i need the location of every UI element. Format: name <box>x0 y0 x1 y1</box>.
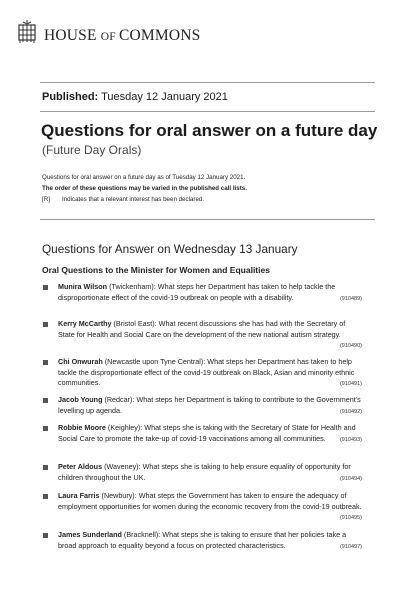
question-text: What steps her Department is taking to contribute to the Government's levelling up agenda. <box>58 395 361 415</box>
question-constituency: (Bracknell): <box>123 530 161 539</box>
question-constituency: (Waveney): <box>104 462 141 471</box>
page-title: Questions for oral answer on a future day <box>41 121 378 140</box>
question-member-name: Jacob Young <box>58 395 103 404</box>
header-divider <box>40 82 375 83</box>
group-title: Oral Questions to the Minister for Women and Equalities <box>42 265 270 275</box>
question-item <box>42 423 362 445</box>
published-date: Tuesday 12 January 2021 <box>101 91 228 103</box>
question-member-name: Kerry McCarthy <box>58 319 112 328</box>
question-ref: (910489) <box>339 295 362 302</box>
question-member-name: Robbie Moore <box>58 423 106 432</box>
notes-line-2: The order of these questions may be varied in the published call lists. <box>42 185 247 192</box>
bullet-icon <box>43 465 48 470</box>
notes-divider <box>40 219 375 220</box>
portcullis-logo-icon <box>17 20 37 44</box>
question-ref: (910494) <box>339 475 362 482</box>
question-constituency: (Newcastle upon Tyne Central): <box>104 357 206 366</box>
question-item <box>42 462 362 484</box>
notes-block <box>42 172 247 205</box>
bullet-icon <box>43 494 48 499</box>
question-constituency: (Bristol East): <box>113 319 157 328</box>
bullet-icon <box>43 426 48 431</box>
question-ref: (910495) <box>339 515 362 521</box>
notes-line-1: Questions for oral answer on a future day as of Tuesday 12 January 2021. <box>42 174 246 181</box>
question-text: What steps she is taking to ensure that her policies take a broad approach to equality beyond a focus on protected characteristics. <box>58 530 347 550</box>
section-title: Questions for Answer on Wednesday 13 January <box>42 242 298 256</box>
house-title <box>44 27 200 45</box>
question-ref: (910493) <box>339 436 362 443</box>
question-text: What recent discussions she has had with the Secretary of State for Health and Social Care on the development of the new national autism strategy. <box>58 319 346 339</box>
question-text: What steps she is taking to help ensure equality of opportunity for children throughout the UK. <box>58 462 351 482</box>
question-ref: (910490) <box>339 343 362 349</box>
question-text: What steps the Government has taken to ensure the adequacy of employment opportunities for women during the economic recovery from the covid-19 outbreak. <box>58 491 362 511</box>
question-item <box>42 319 362 352</box>
question-item <box>42 395 362 417</box>
question-item <box>42 357 362 390</box>
published-line <box>42 91 228 103</box>
question-member-name: James Sunderland <box>58 530 122 539</box>
bullet-icon <box>43 360 48 365</box>
question-item <box>42 282 362 304</box>
interest-marker-text: Indicates that a relevant interest has been declared. <box>62 196 205 203</box>
published-divider <box>40 111 375 112</box>
question-member-name: Laura Farris <box>58 491 100 500</box>
question-member-name: Peter Aldous <box>58 462 103 471</box>
question-member-name: Chi Onwurah <box>58 357 103 366</box>
question-constituency: (Twickenham): <box>109 282 156 291</box>
notes-line-3 <box>42 194 247 205</box>
question-item <box>42 491 362 524</box>
question-constituency: (Keighley): <box>107 423 143 432</box>
question-text: What steps her Department has taken to help tackle the disproportionate effect of the covid-19 outbreak on people with a disability. <box>58 282 336 302</box>
bullet-icon <box>43 398 48 403</box>
question-text: What steps her Department has taken to help tackle the disproportionate effect of the covid-19 outbreak on Black, Asian and minority ethnic communities. <box>58 357 355 387</box>
question-constituency: (Redcar): <box>104 395 135 404</box>
question-ref: (910497) <box>339 543 362 550</box>
interest-marker: [R] <box>42 196 50 203</box>
bullet-icon <box>43 285 48 290</box>
question-member-name: Munira Wilson <box>58 282 108 291</box>
published-label: Published: <box>42 91 99 103</box>
question-constituency: (Newbury): <box>101 491 137 500</box>
house-title-part-2: OF <box>100 31 119 43</box>
question-ref: (910492) <box>339 408 362 415</box>
page-subtitle: (Future Day Orals) <box>42 143 142 157</box>
bullet-icon <box>43 533 48 538</box>
bullet-icon <box>43 322 48 327</box>
house-title-part-1: HOUSE <box>44 27 101 44</box>
question-ref: (910491) <box>339 381 362 387</box>
question-text: What steps she is taking with the Secretary of State for Health and Social Care to promote the take-up of covid-19 vaccinations among all communities. <box>58 423 356 443</box>
house-title-part-3: COMMONS <box>118 27 201 44</box>
question-item <box>42 530 362 552</box>
